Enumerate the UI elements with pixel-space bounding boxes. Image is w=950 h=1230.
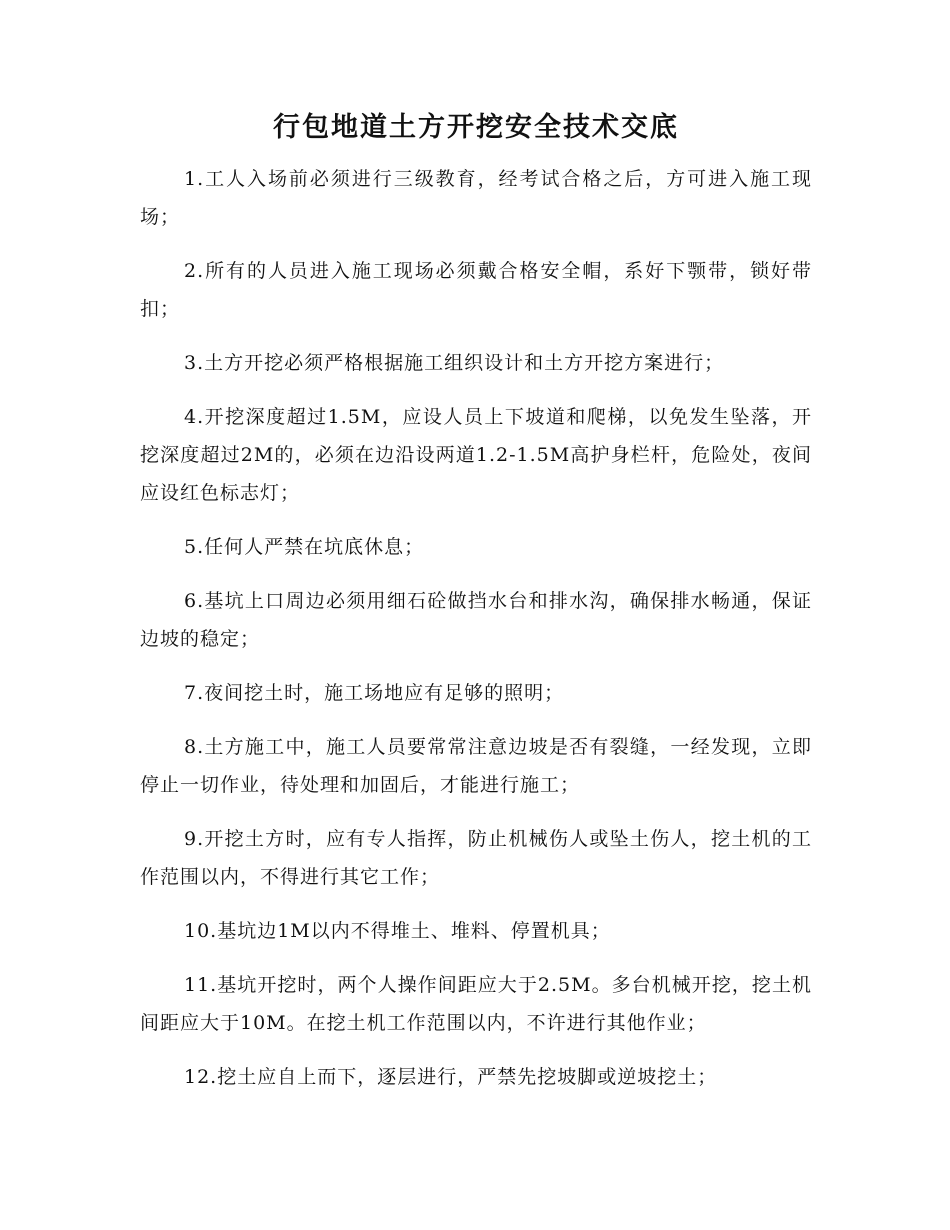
list-item: 10.基坑边1M以内不得堆土、堆料、停置机具； (184, 920, 611, 942)
list-item: 12.挖土应自上而下，逐层进行，严禁先挖坡脚或逆坡挖土； (184, 1066, 718, 1088)
list-item: 5.任何人严禁在坑底休息； (184, 536, 425, 558)
list-item: 4.开挖深度超过1.5M，应设人员上下坡道和爬梯，以免发生坠落，开挖深度超过2M的，必须在边沿设两道1.2-1.5M高护身栏杆，危险处，夜间应设红色标志灯； (140, 406, 812, 504)
list-item: 6.基坑上口周边必须用细石砼做挡水台和排水沟，确保排水畅通，保证边坡的稳定； (140, 590, 812, 650)
list-item: 8.土方施工中，施工人员要常常注意边坡是否有裂缝，一经发现，立即停止一切作业，待处理和加固后，才能进行施工； (140, 736, 812, 796)
document-page (140, 108, 812, 1112)
list-item: 7.夜间挖土时，施工场地应有足够的照明； (184, 682, 565, 704)
item-list (140, 160, 812, 1096)
document-title: 行包地道土方开挖安全技术交底 (273, 112, 679, 143)
list-item: 2.所有的人员进入施工现场必须戴合格安全帽，系好下颚带，锁好带扣； (140, 260, 812, 320)
list-item: 1.工人入场前必须进行三级教育，经考试合格之后，方可进入施工现场； (140, 168, 812, 228)
list-item: 11.基坑开挖时，两个人操作间距应大于2.5M。多台机械开挖，挖土机间距应大于10M。在挖土机工作范围以内，不许进行其他作业； (140, 974, 812, 1034)
list-item: 3.土方开挖必须严格根据施工组织设计和土方开挖方案进行； (184, 352, 725, 374)
list-item: 9.开挖土方时，应有专人指挥，防止机械伤人或坠土伤人，挖土机的工作范围以内，不得进行其它工作； (140, 828, 812, 888)
